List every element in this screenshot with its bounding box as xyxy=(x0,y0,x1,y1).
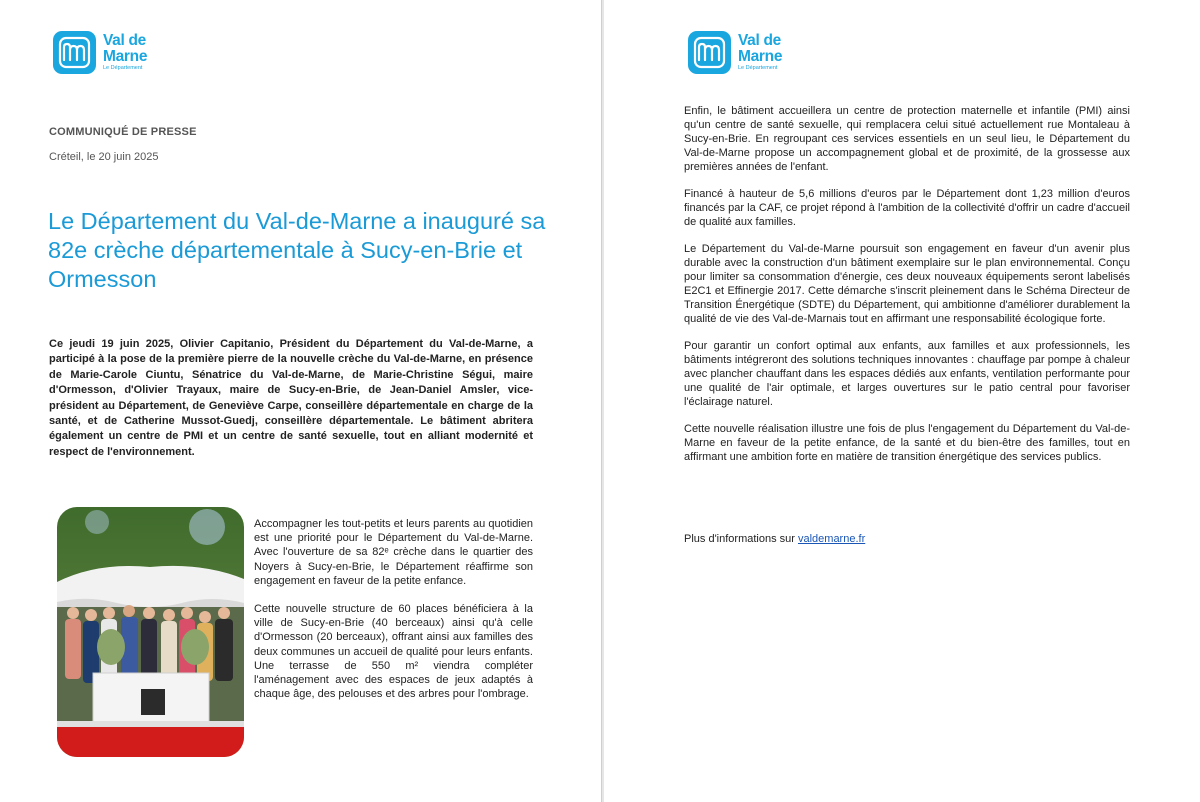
brand-logo-right xyxy=(688,31,782,74)
body-paragraph-5: Cette nouvelle réalisation illustre une fois de plus l'engagement du Département du Val-de-Marne en faveur de la petite enfance, de la santé et du bien-être des familles, tout en affirmant une ambition forte en matière de transition énergétique des services publics. xyxy=(684,423,1130,464)
body-column xyxy=(684,105,1130,478)
side-paragraph-2: Cette nouvelle structure de 60 places bénéficiera à la ville de Sucy-en-Brie (40 berceaux) ainsi qu'à celle d'Ormesson (20 berceaux), offrant ainsi aux familles des deux communes un accueil de qualité pour leurs enfants. Une terrasse de 550 m² viendra compléter l'aménagement avec des espaces de jeux adaptés à chaque âge, des pelouses et des arbres pour l'ombrage. xyxy=(254,603,533,701)
more-info xyxy=(684,533,865,545)
headline: Le Département du Val-de-Marne a inauguré sa 82e crèche départementale à Sucy-en-Brie et Ormesson xyxy=(48,208,546,292)
logo-line2: Marne xyxy=(103,47,148,65)
body-paragraph-4: Pour garantir un confort optimal aux enfants, aux familles et aux professionnels, les bâtiments intégreront des solutions techniques innovantes : chauffage par pompe à chaleur avec plancher chauffant dans les espaces dédiés aux enfants, ventilation performante pour une qualité de l'air optimale, et larges ouvertures sur le patio central pour favoriser l'éclairage naturel. xyxy=(684,340,1130,408)
body-paragraph-2: Financé à hauteur de 5,6 millions d'euros par le Département dont 1,23 million d'euros financés par la CAF, ce projet répond à l'ambition de la collectivité d'offrir un cadre d'accueil de qualité aux familles. xyxy=(684,188,1130,228)
body-paragraph-1: Enfin, le bâtiment accueillera un centre de protection maternelle et infantile (PMI) ainsi qu'un centre de santé sexuelle, qui remplacera celui situé actuellement rue Montaleau à Sucy-en-Brie. En regroupant ces services essentiels en un seul lieu, le Département du Val-de-Marne propose un accompagnement global et de proximité, de la grossesse aux premières années de l'enfant. xyxy=(684,105,1130,173)
logo-tagline: Le Département xyxy=(103,65,143,72)
event-photo xyxy=(57,507,244,757)
logo-line1: Val de xyxy=(103,32,147,50)
more-info-prefix: Plus d'informations sur xyxy=(684,533,798,545)
lead-paragraph: Ce jeudi 19 juin 2025, Olivier Capitanio, Président du Département du Val-de-Marne, a participé à la pose de la première pierre de la nouvelle crèche du Val-de-Marne, en présence de Marie-Carole Ciuntu, Sénatrice du Val-de-Marne, de Marie-Christine Ségui, maire d'Ormesson, d'Olivier Trayaux, maire de Sucy-en-Brie, de Jean-Daniel Amsler, vice-président au Département, de Geneviève Carpe, conseillère départementale en charge de la santé, et de Catherine Mussot-Guedj, conseillère départementale. Le bâtiment abritera également un centre de PMI et un centre de santé sexuelle, tout en alliant modernité et respect de l'environnement. xyxy=(49,338,533,458)
brand-logo xyxy=(53,31,147,74)
logo-line2: Marne xyxy=(738,47,783,65)
logo-tagline: Le Département xyxy=(738,65,778,72)
logo-mark-icon xyxy=(688,31,731,74)
side-paragraph-1: Accompagner les tout-petits et leurs parents au quotidien est une priorité pour le Département du Val-de-Marne. Avec l'ouverture de sa 82ᵉ crèche dans le quartier des Noyers à Sucy-en-Brie, le Département réaffirme son engagement en faveur de la petite enfance. xyxy=(254,518,533,587)
dateline: Créteil, le 20 juin 2025 xyxy=(49,151,159,163)
logo-mark-icon xyxy=(53,31,96,74)
side-column xyxy=(254,517,533,715)
logo-line1: Val de xyxy=(738,32,782,50)
website-link[interactable]: valdemarne.fr xyxy=(797,533,866,545)
body-paragraph-3: Le Département du Val-de-Marne poursuit son engagement en faveur d'un avenir plus durable avec la construction d'un bâtiment exemplaire sur le plan environnemental. Conçu pour limiter sa consommation d'énergie, ces deux nouveaux équipements seront labelisés E2C1 et Effinergie 2017. Cette démarche s'inscrit pleinement dans le Schéma Directeur de Transition Énergétique (SDTE) du Département, qui ambitionne d'améliorer durablement la qualité de vie des Val-de-Marnais tout en affirmant une responsabilité écologique forte. xyxy=(684,243,1130,325)
press-release-kicker: COMMUNIQUÉ DE PRESSE xyxy=(49,126,197,138)
